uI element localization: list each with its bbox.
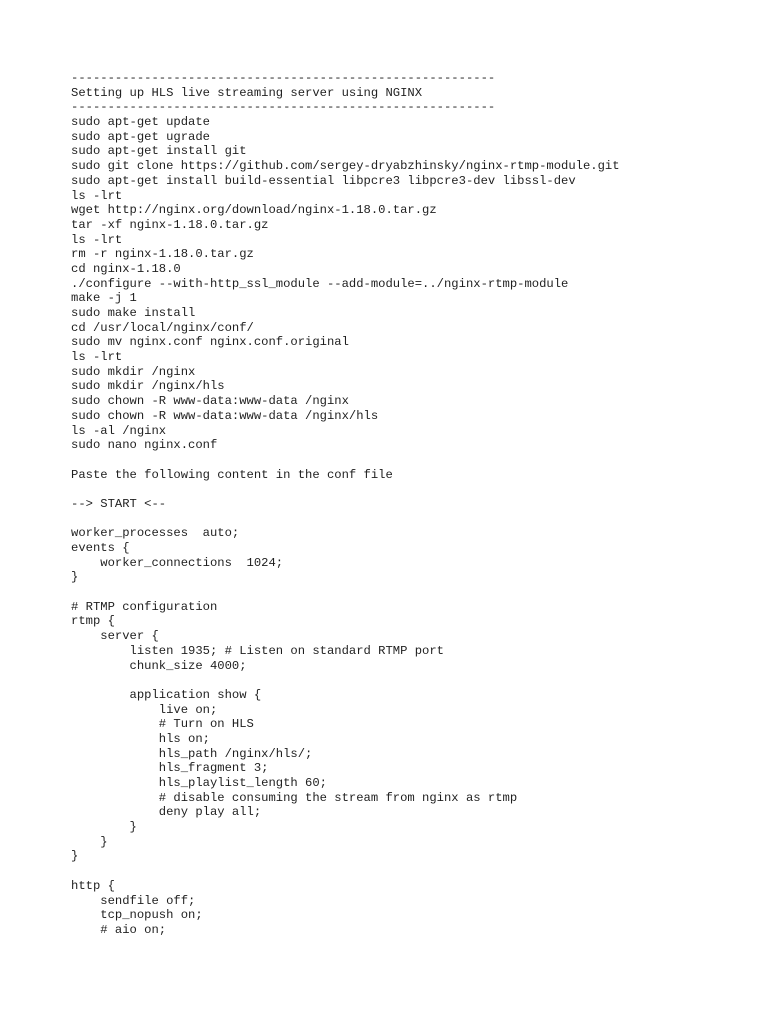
- text-line: ----------------------------------------------------------: [71, 100, 496, 115]
- text-line: }: [71, 570, 79, 585]
- text-line: events {: [71, 541, 130, 555]
- text-line: make -j 1: [71, 291, 137, 306]
- text-line: server {: [71, 629, 159, 644]
- text-line: rm -r nginx-1.18.0.tar.gz: [71, 247, 254, 262]
- text-line: hls_path /nginx/hls/;: [71, 746, 313, 761]
- document-text: [71, 71, 751, 938]
- text-line: worker_processes auto;: [71, 526, 240, 541]
- text-line: sudo mv nginx.conf nginx.conf.original: [71, 335, 349, 350]
- text-line: sudo mkdir /nginx/hls: [71, 379, 225, 394]
- text-line: ./configure --with-http_ssl_module --add-module=../nginx-rtmp-module: [71, 276, 569, 291]
- blank-line: [71, 453, 751, 468]
- text-line: application show {: [71, 687, 262, 702]
- text-line: hls_playlist_length 60;: [71, 776, 327, 790]
- text-line: ----------------------------------------------------------: [71, 71, 496, 85]
- text-line: worker_connections 1024;: [71, 555, 284, 570]
- blank-line: [71, 673, 751, 688]
- text-line: # aio on;: [71, 922, 167, 937]
- text-line: Paste the following content in the conf file: [71, 467, 393, 482]
- text-line: sudo chown -R www-data:www-data /nginx/hls: [71, 408, 379, 423]
- blank-line: [71, 585, 751, 600]
- text-line: hls_fragment 3;: [71, 761, 269, 776]
- text-line: listen 1935; # Listen on standard RTMP port: [71, 643, 444, 658]
- blank-line: [71, 512, 751, 527]
- text-line: sudo apt-get install git: [71, 144, 247, 159]
- blank-line: [71, 482, 751, 497]
- text-line: sendfile off;: [71, 893, 196, 908]
- text-line: chunk_size 4000;: [71, 658, 247, 673]
- text-line: ls -al /nginx: [71, 423, 167, 438]
- text-line: cd nginx-1.18.0: [71, 261, 181, 276]
- text-line: }: [71, 820, 137, 835]
- text-line: sudo mkdir /nginx: [71, 364, 196, 379]
- text-line: sudo apt-get update: [71, 115, 210, 130]
- text-line: wget http://nginx.org/download/nginx-1.18.0.tar.gz: [71, 203, 437, 218]
- text-line: sudo nano nginx.conf: [71, 438, 218, 453]
- text-line: live on;: [71, 702, 218, 717]
- text-line: # disable consuming the stream from nginx as rtmp: [71, 790, 518, 805]
- text-line: tar -xf nginx-1.18.0.tar.gz: [71, 217, 269, 232]
- text-line: sudo chown -R www-data:www-data /nginx: [71, 394, 349, 409]
- text-line: ls -lrt: [71, 232, 123, 247]
- text-line: ls -lrt: [71, 188, 123, 203]
- text-line: # Turn on HLS: [71, 717, 254, 732]
- text-line: sudo git clone https://github.com/sergey-dryabzhinsky/nginx-rtmp-module.git: [71, 159, 620, 174]
- text-line: http {: [71, 878, 115, 893]
- text-line: # RTMP configuration: [71, 599, 218, 614]
- text-line: rtmp {: [71, 614, 115, 629]
- text-line: }: [71, 834, 108, 849]
- blank-line: [71, 864, 751, 879]
- text-line: sudo apt-get install build-essential libpcre3 libpcre3-dev libssl-dev: [71, 173, 576, 188]
- text-line: sudo apt-get ugrade: [71, 129, 210, 144]
- text-line: cd /usr/local/nginx/conf/: [71, 320, 254, 335]
- text-line: Setting up HLS live streaming server using NGINX: [71, 85, 423, 100]
- text-line: sudo make install: [71, 306, 196, 320]
- text-line: --> START <--: [71, 496, 167, 511]
- text-line: deny play all;: [71, 805, 262, 820]
- text-line: tcp_nopush on;: [71, 908, 203, 923]
- text-line: ls -lrt: [71, 350, 123, 365]
- text-line: }: [71, 849, 79, 864]
- text-line: hls on;: [71, 731, 210, 746]
